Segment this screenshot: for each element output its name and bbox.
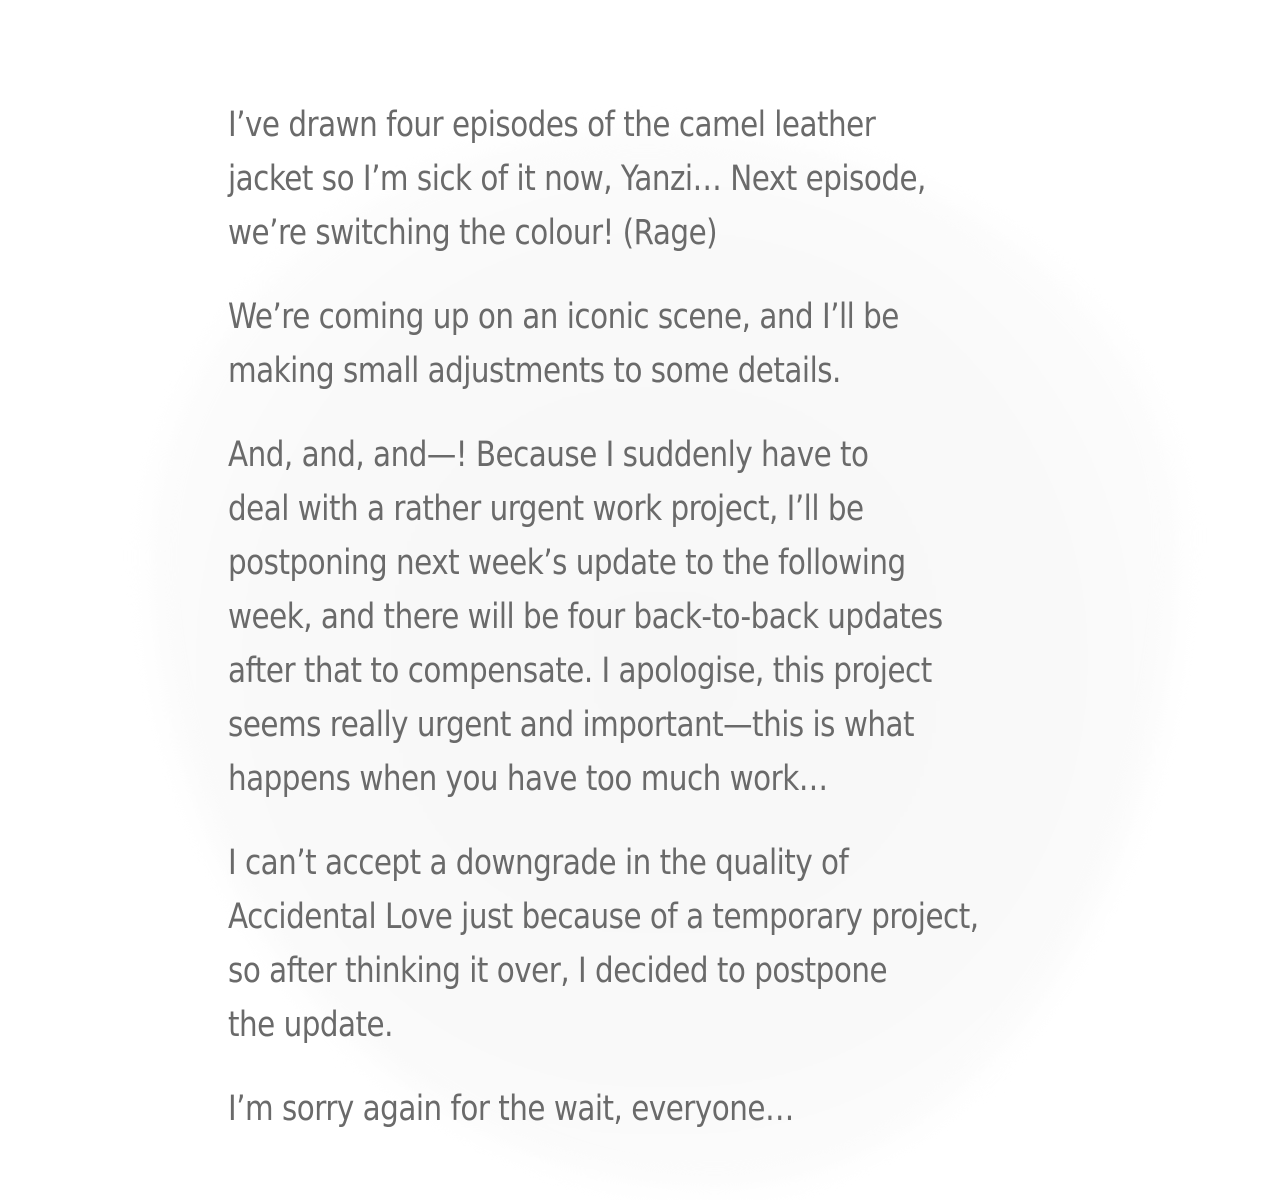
author-note — [228, 98, 984, 1166]
text-line: I can’t accept a downgrade in the quality of — [228, 843, 849, 883]
text-line: deal with a rather urgent work project, I’ll be — [228, 489, 864, 529]
paragraph-1 — [228, 98, 984, 260]
text-line: we’re switching the colour! (Rage) — [228, 213, 718, 253]
text-line: I’m sorry again for the wait, everyone… — [228, 1089, 794, 1129]
text-line: making small adjustments to some details. — [228, 351, 841, 391]
text-line: postponing next week’s update to the following — [228, 543, 906, 583]
text-line: happens when you have too much work… — [228, 759, 828, 799]
text-line: week, and there will be four back-to-back updates — [228, 597, 943, 637]
text-line: We’re coming up on an iconic scene, and I’ll be — [228, 297, 899, 337]
text-line: And, and, and—! Because I suddenly have to — [228, 435, 869, 475]
paragraph-3 — [228, 428, 984, 806]
paragraph-5 — [228, 1082, 984, 1136]
text-line: after that to compensate. I apologise, this project — [228, 651, 932, 691]
text-line: Accidental Love just because of a temporary project, — [228, 897, 979, 937]
text-line: so after thinking it over, I decided to postpone — [228, 951, 888, 991]
text-line: jacket so I’m sick of it now, Yanzi… Next episode, — [228, 159, 926, 199]
text-line: seems really urgent and important—this is what — [228, 705, 915, 745]
text-line: the update. — [228, 1005, 393, 1045]
paragraph-4 — [228, 836, 984, 1052]
text-line: I’ve drawn four episodes of the camel leather — [228, 105, 876, 145]
paragraph-2 — [228, 290, 984, 398]
